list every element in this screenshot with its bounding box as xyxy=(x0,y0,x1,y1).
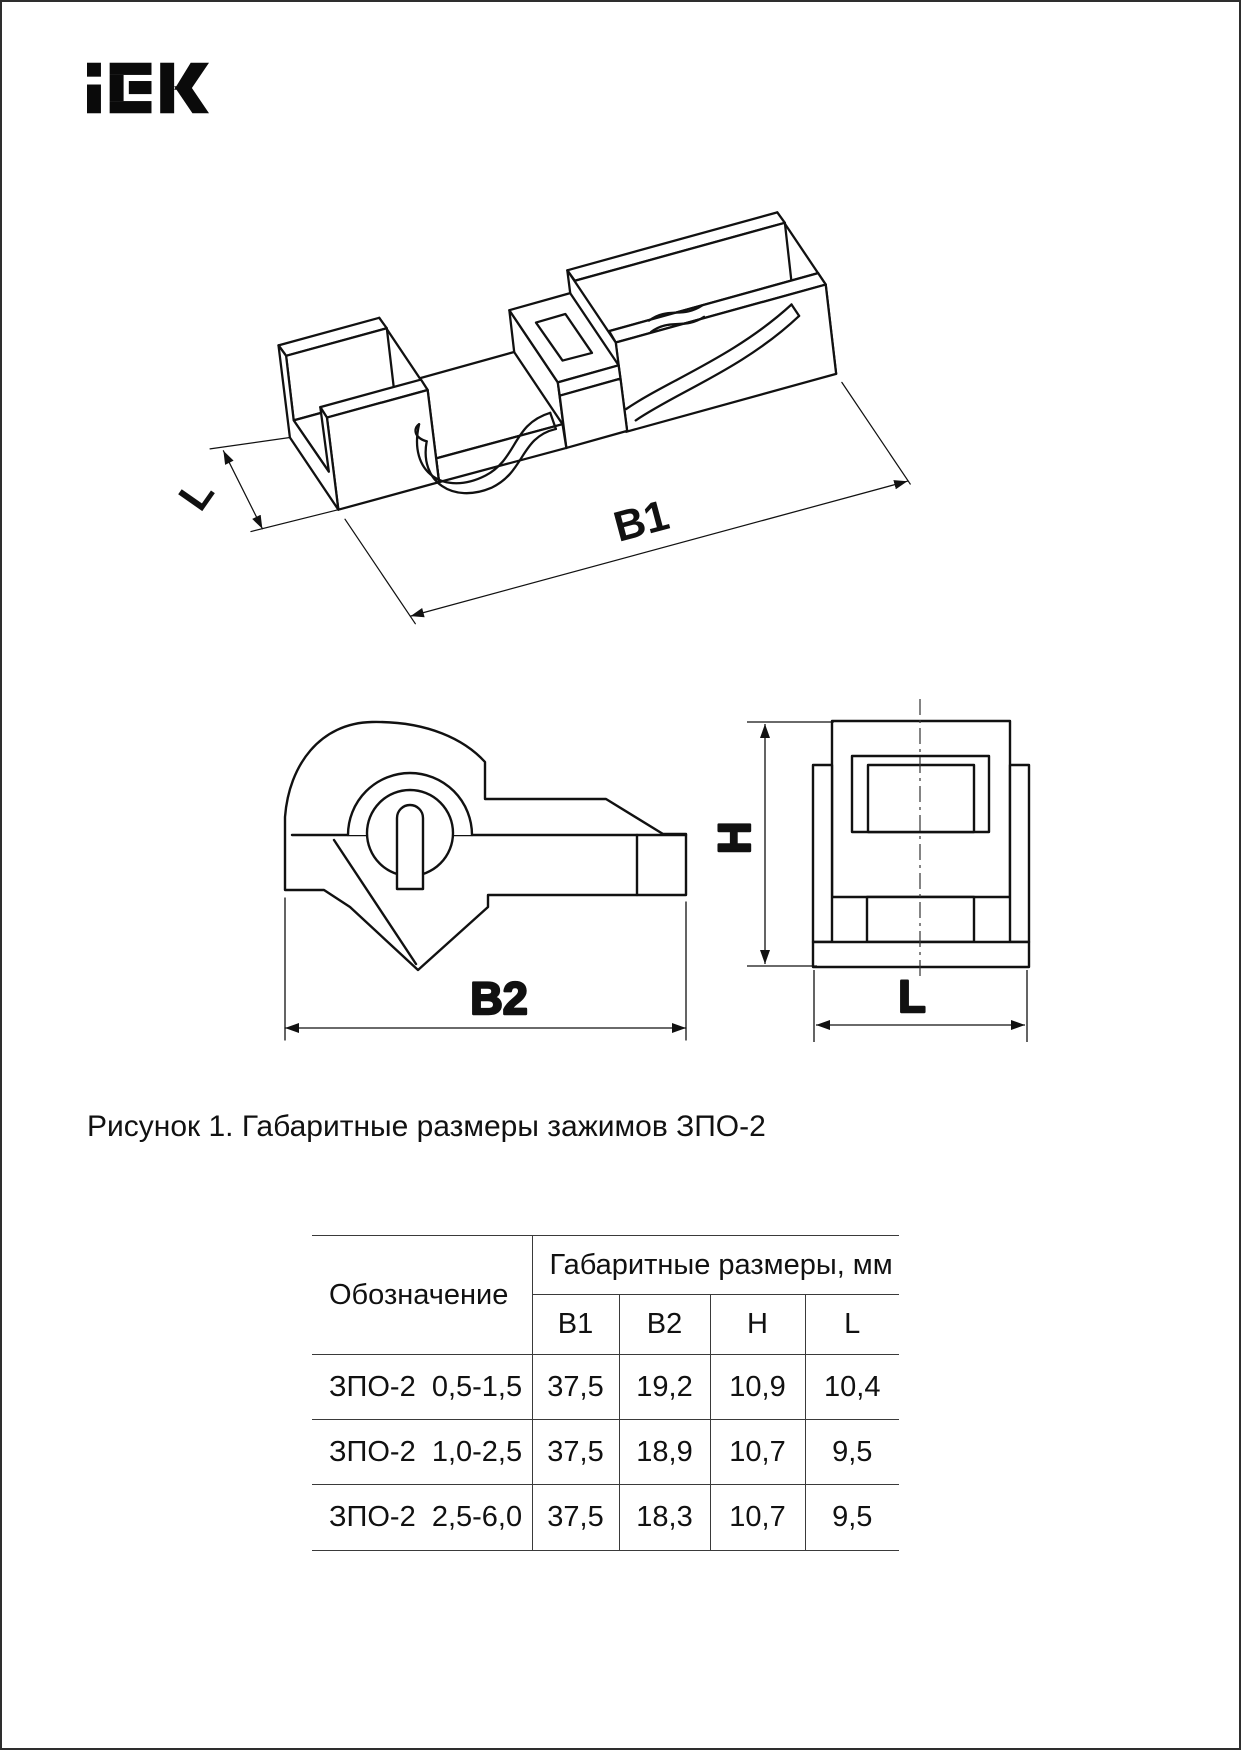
cell-h: 10,9 xyxy=(710,1355,805,1420)
front-window-inner xyxy=(868,765,974,832)
cell-b1: 37,5 xyxy=(532,1355,619,1420)
col-header-designation: Обозначение xyxy=(312,1236,532,1355)
isometric-view xyxy=(169,212,910,623)
cell-b1: 37,5 xyxy=(532,1420,619,1485)
iso-cap xyxy=(279,318,440,510)
dimensions-table xyxy=(312,1235,899,1551)
col-header-l: L xyxy=(805,1295,899,1355)
front-dim-H-label: H xyxy=(709,821,760,854)
front-base-plate xyxy=(813,942,1029,967)
cell-b1: 37,5 xyxy=(532,1485,619,1551)
cell-b2: 19,2 xyxy=(619,1355,710,1420)
front-view xyxy=(709,699,1029,1042)
col-header-dimensions-group: Габаритные размеры, мм xyxy=(532,1236,899,1295)
cell-b2: 18,9 xyxy=(619,1420,710,1485)
front-dim-L-label: L xyxy=(898,971,926,1022)
side-view xyxy=(285,722,686,1040)
cell-b2: 18,3 xyxy=(619,1485,710,1551)
iso-dim-L-label: L xyxy=(169,470,224,520)
col-header-b2: B2 xyxy=(619,1295,710,1355)
table-row xyxy=(312,1420,899,1485)
front-right-tab xyxy=(1010,765,1029,942)
iso-dim-B1-label: B1 xyxy=(608,491,674,552)
figure-caption: Рисунок 1. Габаритные размеры зажимов ЗПО-2 xyxy=(87,1110,766,1143)
cell-designation: ЗПО-2 2,5-6,0 xyxy=(312,1485,532,1551)
front-left-tab xyxy=(813,765,832,942)
table-header-row-1 xyxy=(312,1236,899,1295)
side-dim-B2-label: B2 xyxy=(470,973,528,1024)
cell-l: 10,4 xyxy=(805,1355,899,1420)
technical-drawing xyxy=(2,2,1241,1102)
side-view-slot xyxy=(397,805,423,889)
cell-l: 9,5 xyxy=(805,1485,899,1551)
side-view-outline xyxy=(285,722,686,970)
cell-h: 10,7 xyxy=(710,1420,805,1485)
table-row xyxy=(312,1485,899,1551)
col-header-h: H xyxy=(710,1295,805,1355)
col-header-b1: B1 xyxy=(532,1295,619,1355)
cell-designation: ЗПО-2 1,0-2,5 xyxy=(312,1420,532,1485)
cell-designation: ЗПО-2 0,5-1,5 xyxy=(312,1355,532,1420)
table-row xyxy=(312,1355,899,1420)
cell-l: 9,5 xyxy=(805,1420,899,1485)
cell-h: 10,7 xyxy=(710,1485,805,1551)
